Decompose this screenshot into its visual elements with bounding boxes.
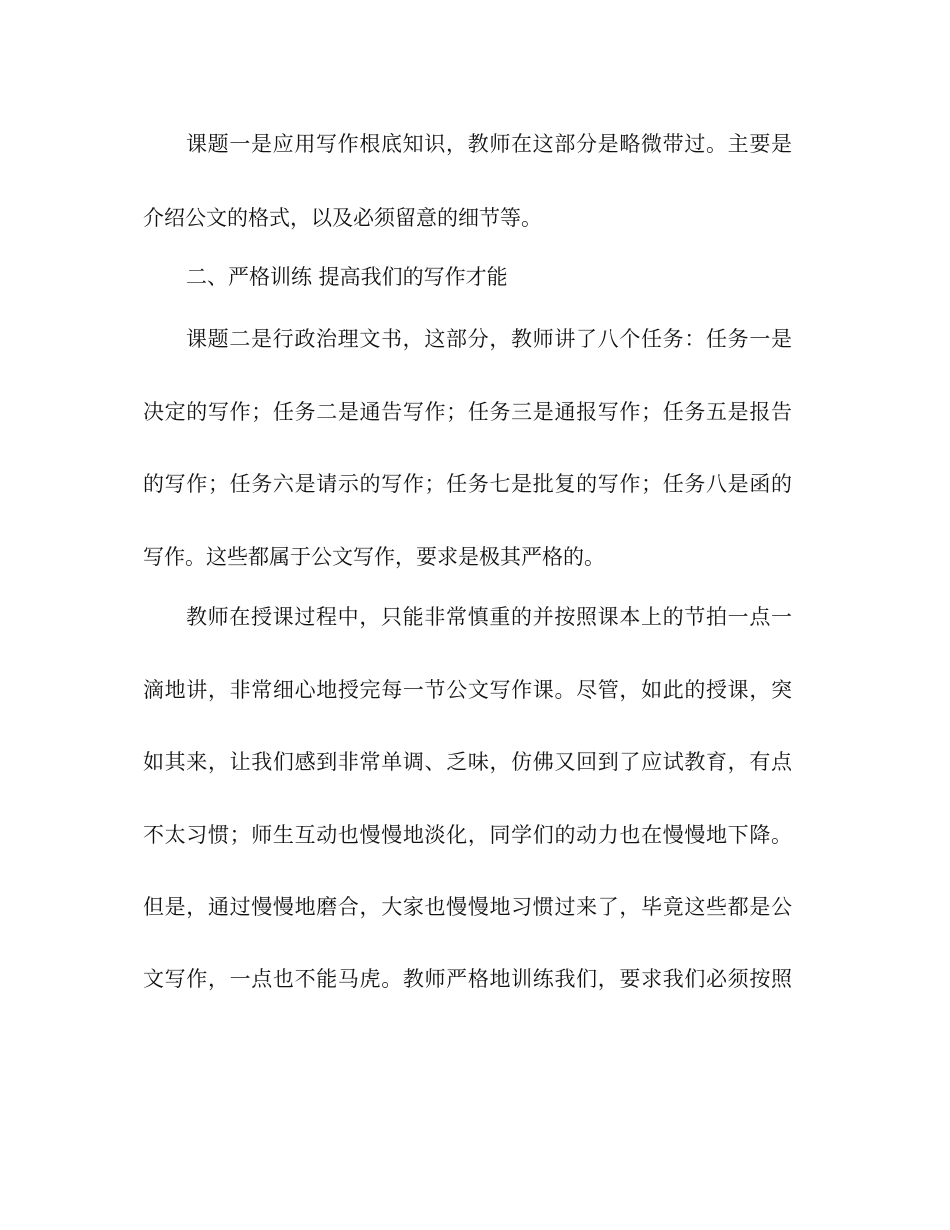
paragraph-line (0, 818, 950, 852)
paragraph-line (0, 395, 950, 429)
paragraph-text: 决定的写作；任务二是通告写作；任务三是通报写作；任务五是报告 (143, 400, 792, 424)
paragraph-text: 课题一是应用写作根底知识，教师在这部分是略微带过。主要是 (186, 132, 792, 156)
paragraph-text: 教师在授课过程中，只能非常慎重的并按照课本上的节拍一点一 (186, 605, 792, 629)
paragraph-line (0, 467, 950, 501)
paragraph-line (0, 890, 950, 924)
paragraph-text: 但是，通过慢慢地磨合，大家也慢慢地习惯过来了，毕竟这些都是公 (143, 895, 792, 919)
paragraph-text: 的写作；任务六是请示的写作；任务七是批复的写作；任务八是函的 (143, 472, 792, 496)
paragraph-line (0, 201, 950, 235)
paragraph-text: 课题二是行政治理文书，这部分，教师讲了八个任务：任务一是 (186, 327, 792, 351)
paragraph-text: 如其来，让我们感到非常单调、乏味，仿佛又回到了应试教育，有点 (143, 750, 792, 774)
paragraph-line (0, 745, 950, 779)
section-heading (0, 260, 950, 294)
paragraph-line (0, 673, 950, 707)
paragraph-line (0, 322, 950, 356)
paragraph-text: 写作。这些都属于公文写作，要求是极其严格的。 (143, 545, 605, 569)
paragraph-text: 滴地讲，非常细心地授完每一节公文写作课。尽管，如此的授课，突 (143, 678, 792, 702)
paragraph-line (0, 962, 950, 996)
paragraph-line (0, 127, 950, 161)
section-heading-text: 二、严格训练 提高我们的写作才能 (186, 265, 508, 289)
paragraph-text: 不太习惯；师生互动也慢慢地淡化，同学们的动力也在慢慢地下降。 (143, 823, 792, 847)
paragraph-line (0, 600, 950, 634)
paragraph-line (0, 540, 950, 574)
paragraph-text: 介绍公文的格式，以及必须留意的细节等。 (143, 206, 542, 230)
paragraph-text: 文写作，一点也不能马虎。教师严格地训练我们，要求我们必须按照 (143, 967, 792, 991)
